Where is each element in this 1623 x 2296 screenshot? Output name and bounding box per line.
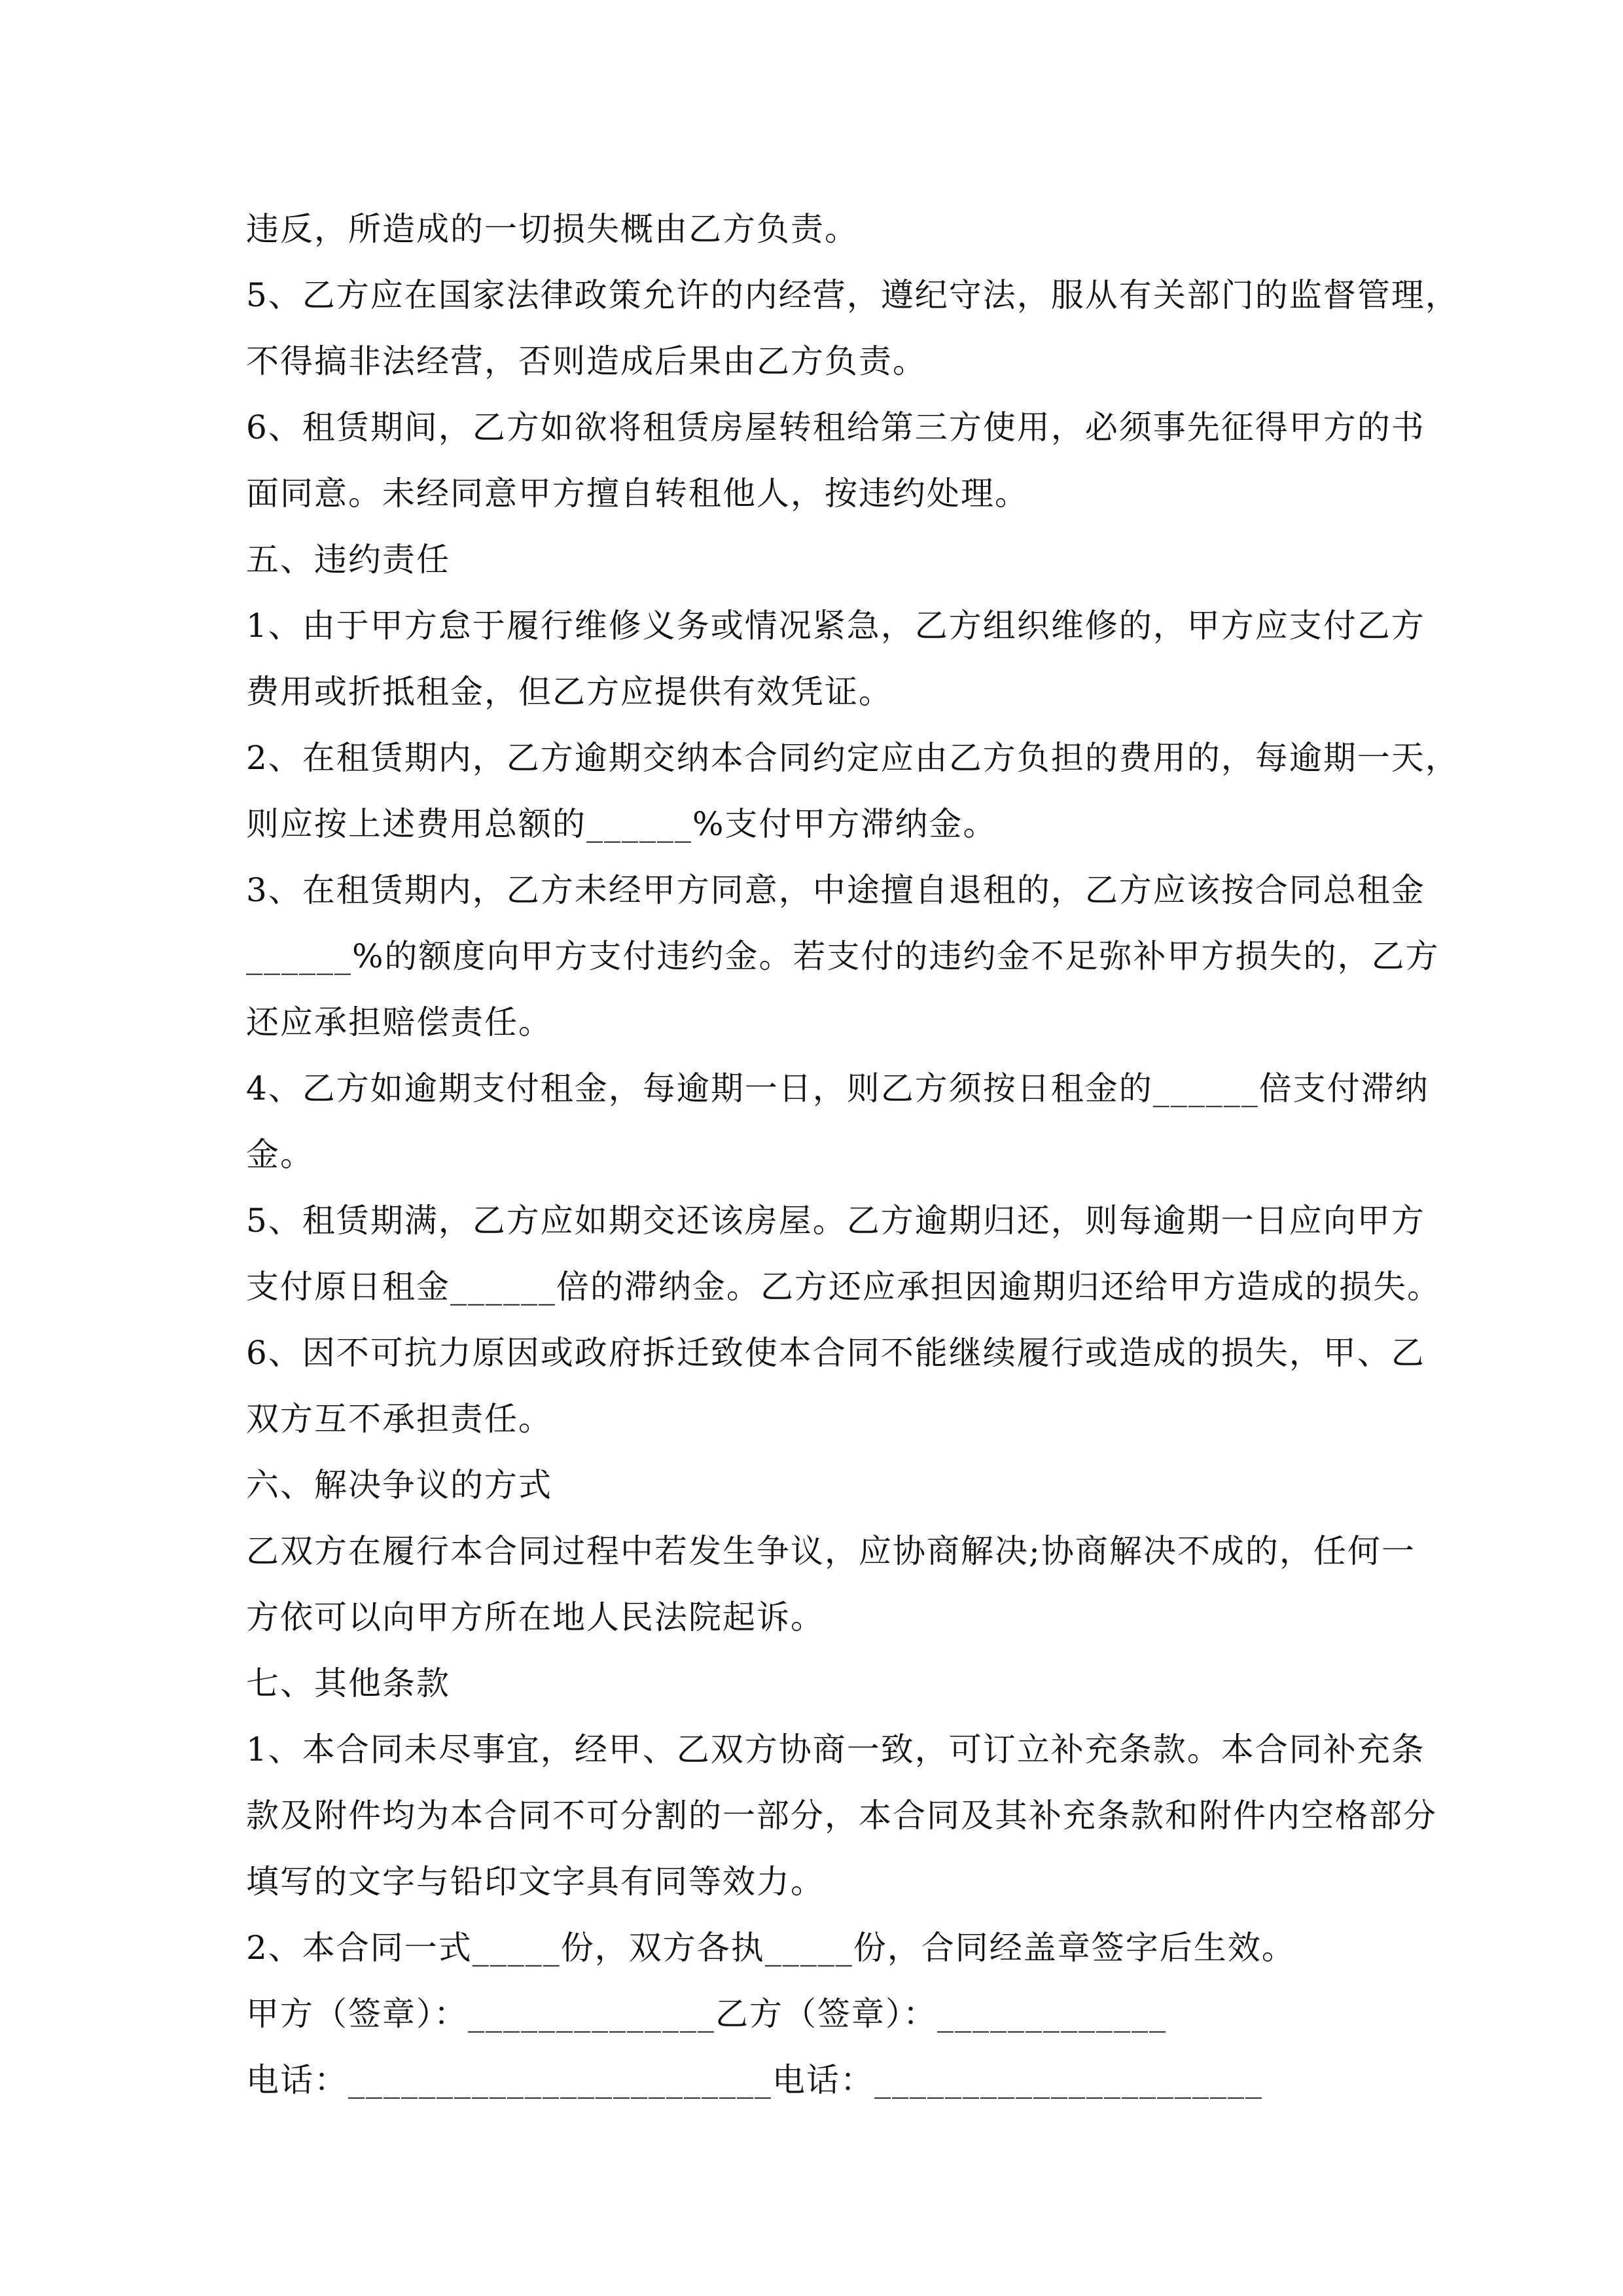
text-line: 违反，所造成的一切损失概由乙方负责。 xyxy=(246,210,859,248)
text-line: 方依可以向甲方所在地人民法院起诉。 xyxy=(246,1598,825,1636)
text-line: 面同意。未经同意甲方擅自转租他人，按违约处理。 xyxy=(246,475,1029,512)
section-heading: 六、解决争议的方式 xyxy=(246,1466,552,1504)
text-line: 乙双方在履行本合同过程中若发生争议，应协商解决;协商解决不成的，任何一 xyxy=(246,1532,1416,1570)
text-line: 5、乙方应在国家法律政策允许的内经营，遵纪守法，服从有关部门的监督管理， xyxy=(246,276,1459,314)
text-line: ______%的额度向甲方支付违约金。若支付的违约金不足弥补甲方损失的，乙方 xyxy=(246,937,1440,975)
text-line: 则应按上述费用总额的______%支付甲方滞纳金。 xyxy=(246,805,997,843)
text-line: 4、乙方如逾期支付租金，每逾期一日，则乙方须按日租金的______倍支付滞纳 xyxy=(246,1069,1429,1107)
text-line: 不得搞非法经营，否则造成后果由乙方负责。 xyxy=(246,342,927,380)
signature-line: 甲方（签章）：______________乙方（签章）：_____________ xyxy=(246,1995,1167,2033)
text-line: 金。 xyxy=(246,1136,314,1174)
text-line: 6、因不可抗力原因或政府拆迁致使本合同不能继续履行或造成的损失，甲、乙 xyxy=(246,1334,1425,1372)
text-line: 费用或折抵租金，但乙方应提供有效凭证。 xyxy=(246,673,893,711)
text-line: 6、租赁期间，乙方如欲将租赁房屋转租给第三方使用，必须事先征得甲方的书 xyxy=(246,408,1425,446)
text-line: 款及附件均为本合同不可分割的一部分，本合同及其补充条款和附件内空格部分 xyxy=(246,1797,1437,1835)
text-line: 双方互不承担责任。 xyxy=(246,1400,552,1438)
text-line: 还应承担赔偿责任。 xyxy=(246,1003,552,1041)
text-line: 3、在租赁期内，乙方未经甲方同意，中途擅自退租的，乙方应该按合同总租金 xyxy=(246,871,1425,909)
text-line: 1、本合同未尽事宜，经甲、乙双方协商一致，可订立补充条款。本合同补充条 xyxy=(246,1731,1425,1768)
contract-body xyxy=(246,196,1459,2113)
phone-line: 电话：________________________电话：______________________ xyxy=(246,2061,1263,2099)
section-heading: 七、其他条款 xyxy=(246,1664,450,1702)
section-heading: 五、违约责任 xyxy=(246,541,450,579)
text-line: 5、租赁期满，乙方应如期交还该房屋。乙方逾期归还，则每逾期一日应向甲方 xyxy=(246,1202,1425,1240)
text-line: 填写的文字与铅印文字具有同等效力。 xyxy=(246,1863,825,1901)
text-line: 支付原日租金______倍的滞纳金。乙方还应承担因逾期归还给甲方造成的损失。 xyxy=(246,1268,1441,1306)
text-line: 2、在租赁期内，乙方逾期交纳本合同约定应由乙方负担的费用的，每逾期一天， xyxy=(246,739,1459,777)
text-line: 1、由于甲方怠于履行维修义务或情况紧急，乙方组织维修的，甲方应支付乙方 xyxy=(246,607,1425,645)
text-line: 2、本合同一式_____份，双方各执_____份，合同经盖章签字后生效。 xyxy=(246,1929,1296,1967)
